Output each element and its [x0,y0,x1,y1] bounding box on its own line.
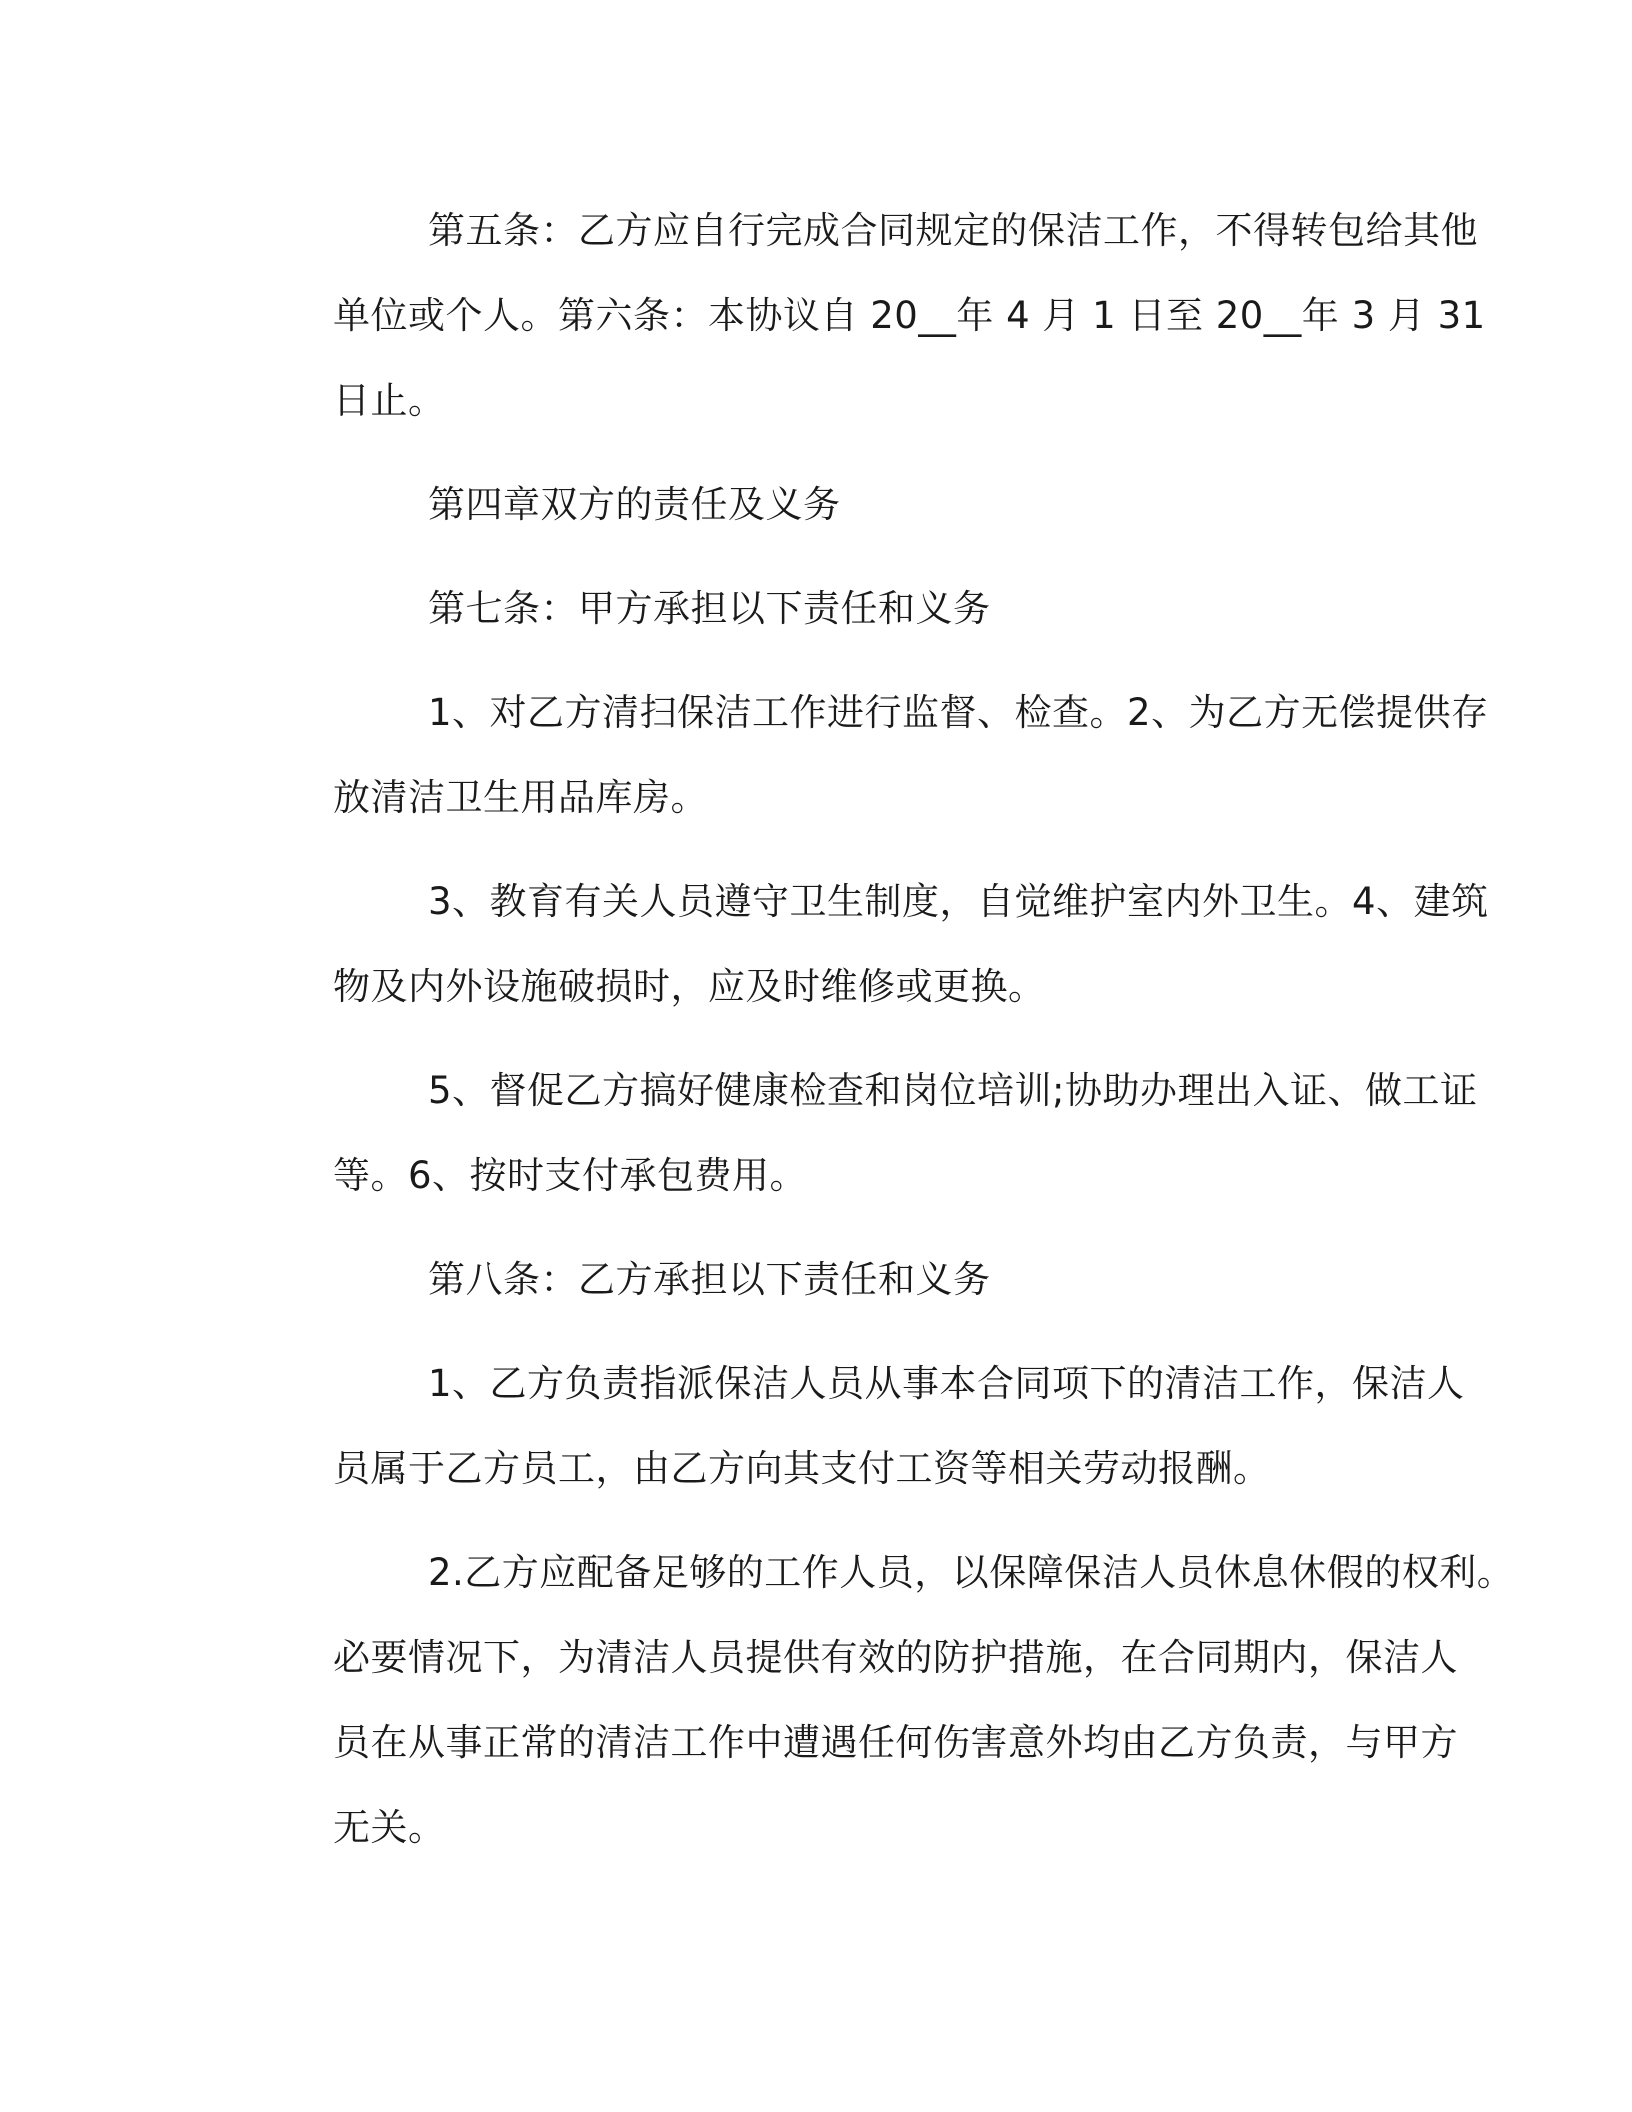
text-line: 员在从事正常的清洁工作中遭遇任何伤害意外均由乙方负责，与甲方 [333,1721,1458,1764]
article-7-heading [238,566,1398,651]
text-line: 放清洁卫生用品库房。 [333,776,708,819]
text-line: 第四章双方的责任及义务 [428,483,841,526]
text-line: 第五条：乙方应自行完成合同规定的保洁工作，不得转包给其他 [428,209,1478,252]
paragraph-party-a-items-5-6 [238,1048,1478,1218]
article-8-heading [238,1237,1398,1322]
text-line: 1、对乙方清扫保洁工作进行监督、检查。2、为乙方无偿提供存 [428,691,1489,734]
text-line: 无关。 [333,1806,446,1849]
text-line: 日止。 [333,379,446,422]
text-line: 等。6、按时支付承包费用。 [333,1154,808,1197]
text-line: 2.乙方应配备足够的工作人员，以保障保洁人员休息休假的权利。 [428,1551,1515,1594]
paragraph-party-b-item-1 [238,1341,1465,1511]
paragraph-party-b-item-2 [238,1530,1515,1870]
text-line: 第八条：乙方承担以下责任和义务 [428,1258,991,1301]
text-line: 员属于乙方员工，由乙方向其支付工资等相关劳动报酬。 [333,1447,1271,1490]
text-line: 3、教育有关人员遵守卫生制度，自觉维护室内外卫生。4、建筑 [428,880,1489,923]
text-line: 必要情况下，为清洁人员提供有效的防护措施，在合同期内，保洁人 [333,1636,1458,1679]
chapter-4-heading [238,462,1398,547]
text-line: 5、督促乙方搞好健康检查和岗位培训;协助办理出入证、做工证 [428,1069,1478,1112]
paragraph-party-a-items-3-4 [238,859,1489,1029]
text-line: 第七条：甲方承担以下责任和义务 [428,587,991,630]
document-body [238,188,1515,1889]
text-line: 1、乙方负责指派保洁人员从事本合同项下的清洁工作，保洁人 [428,1362,1465,1405]
paragraph-article-5-6 [238,188,1486,443]
paragraph-party-a-items-1-2 [238,670,1489,840]
text-line: 单位或个人。第六条：本协议自 20__年 4 月 1 日至 20__年 3 月 31 [333,294,1486,337]
text-line: 物及内外设施破损时，应及时维修或更换。 [333,965,1046,1008]
